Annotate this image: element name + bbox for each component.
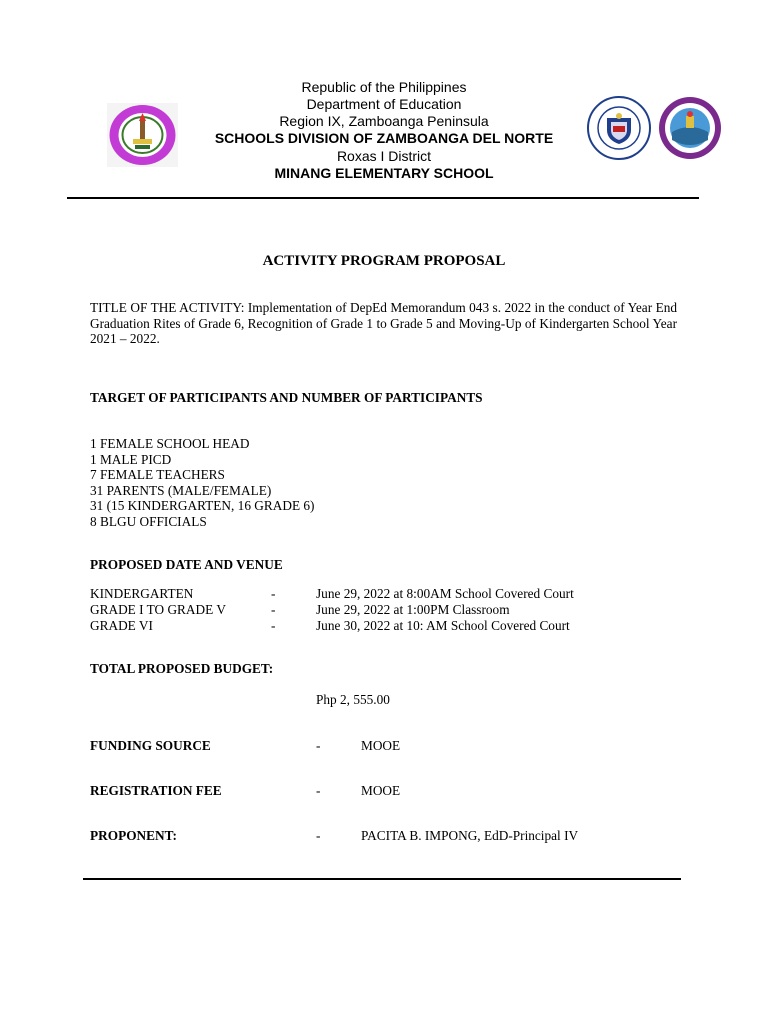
schedule-heading: PROPOSED DATE AND VENUE [90,557,283,572]
list-item: 31 PARENTS (MALE/FEMALE) [90,482,272,498]
registration-value: MOOE [361,783,401,798]
footer-divider [83,878,681,880]
funding-label: FUNDING SOURCE [90,738,211,753]
schedule-level: GRADE I TO GRADE V [90,602,226,617]
schedule-detail: June 29, 2022 at 8:00AM School Covered Court [316,586,574,601]
registration-label: REGISTRATION FEE [90,783,222,798]
schedule-level: KINDERGARTEN [90,586,194,601]
proponent-dash: - [316,828,321,843]
participants-heading: TARGET OF PARTICIPANTS AND NUMBER OF PARTICIPANTS [90,390,483,405]
registration-dash: - [316,783,321,798]
list-item: 1 FEMALE SCHOOL HEAD [90,436,250,451]
schedule-level: GRADE VI [90,618,153,633]
list-item: 31 (15 KINDERGARTEN, 16 GRADE 6) [90,498,315,513]
schedule-detail: June 30, 2022 at 10: AM School Covered Court [316,618,570,633]
header-republic: Republic of the Philippines [301,79,467,95]
schedule-detail: June 29, 2022 at 1:00PM Classroom [316,602,510,617]
funding-dash: - [316,738,321,753]
header-department: Department of Education [306,96,462,112]
participants-list [90,436,315,529]
header-division: SCHOOLS DIVISION OF ZAMBOANGA DEL NORTE [214,130,554,146]
header-school: MINANG ELEMENTARY SCHOOL [274,165,494,181]
list-item: 8 BLGU OFFICIALS [90,513,207,529]
proponent-label: PROPONENT: [90,828,177,843]
list-item: 7 FEMALE TEACHERS [90,467,225,482]
header-district: Roxas I District [336,148,432,164]
schedule-dash: - [271,586,276,601]
proponent-value: PACITA B. IMPONG, EdD-Principal IV [361,828,579,843]
schedule-dash: - [271,618,276,633]
header-region: Region IX, Zamboanga Peninsula [279,113,489,129]
document-title: ACTIVITY PROGRAM PROPOSAL [262,253,506,269]
list-item: 1 MALE PICD [90,451,172,467]
header-divider [67,197,699,199]
activity-title: TITLE OF THE ACTIVITY: Implementation of DepEd Memorandum 043 s. 2022 in the conduct of Year End Graduation Rites of Grade 6, Recognition of Grade 1 to Grade 5 and Moving-Up of Kindergarten School Year 2021 – 2022. [90,300,677,346]
budget-heading: TOTAL PROPOSED BUDGET: [90,661,274,676]
funding-value: MOOE [361,738,401,753]
budget-amount: Php 2, 555.00 [316,692,390,707]
schedule-dash: - [271,602,276,617]
